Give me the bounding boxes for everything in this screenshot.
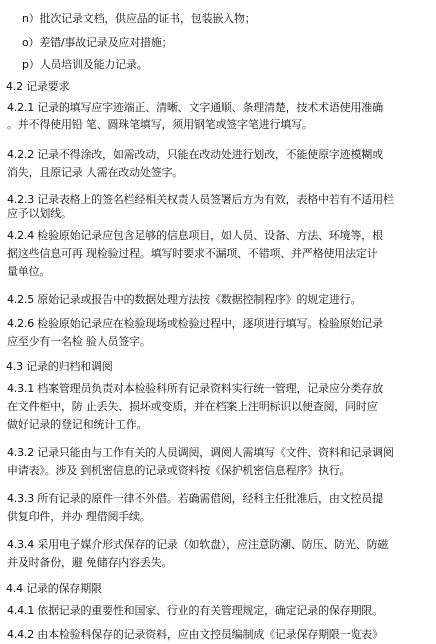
paragraph-line: 并及时备份，避 免储存内容丢失。 bbox=[7, 556, 173, 569]
list-item: n）批次记录文档，供应品的证书，包装嵌入物； bbox=[22, 12, 256, 25]
section-heading: 4.4 记录的保存期限 bbox=[6, 582, 102, 595]
section-heading: 4.2 记录要求 bbox=[6, 80, 70, 93]
paragraph-line: 4.3.4 采用电子媒介形式保存的记录（如软盘），应注意防潮、防压、防光、防磁 bbox=[7, 538, 389, 551]
paragraph-line: 消失，且原记录 人需在改动处签字。 bbox=[7, 166, 184, 179]
paragraph-line: 量单位。 bbox=[7, 265, 51, 278]
paragraph-line: 4.3.2 记录只能由与工作有关的人员调阅，调阅人需填写《文件、资料和记录调阅 bbox=[7, 446, 394, 459]
paragraph-line: 据这些信息可再 现检验过程。填写时要求不漏项、不错项、并严格使用法定计 bbox=[7, 247, 378, 260]
paragraph-line: 4.2.1 记录的填写应字迹端正、清晰、文字通顺、条理清楚，技术术语使用准确 bbox=[7, 101, 383, 114]
paragraph-line: 4.4.2 由本检验科保存的记录资料，应由文控员编制成《记录保存期限一览表》 bbox=[7, 628, 383, 641]
paragraph-line: 供复印件，并办 理借阅手续。 bbox=[7, 510, 151, 523]
paragraph-line: 在文件柜中，防 止丢失、损坏或变质，并在档案上注明标识以便查阅，同时应 bbox=[7, 400, 378, 413]
list-item: o）差错/事故记录及应对措施； bbox=[22, 36, 173, 49]
paragraph-line: 4.3.3 所有记录的原件一律不外借。若确需借阅，经科主任批准后，由文控员提 bbox=[7, 492, 383, 505]
paragraph-line: 4.2.5 原始记录或报告中的数据处理方法按《数据控制程序》的规定进行。 bbox=[7, 293, 362, 306]
paragraph-line: 。并不得使用铅 笔、圆珠笔填写，须用钢笔或签字笔进行填写。 bbox=[7, 118, 313, 131]
list-item: p）人员培训及能力记录。 bbox=[22, 58, 148, 71]
paragraph-line: 应至少有一名检 验人员签字。 bbox=[7, 335, 151, 348]
paragraph-line: 应予以划线。 bbox=[7, 207, 72, 220]
paragraph-line: 4.4.1 依据记录的重要性和国家、行业的有关管理规定，确定记录的保存期限。 bbox=[7, 604, 383, 617]
paragraph-line: 4.2.3 记录表格上的签名栏经相关权责人员签署后方为有效，表格中若有不适用栏 bbox=[7, 193, 394, 206]
paragraph-line: 4.2.2 记录不得涂改，如需改动，只能在改动处进行划改，不能使原字迹模糊或 bbox=[7, 148, 383, 161]
paragraph-line: 4.2.4 检验原始记录应包含足够的信息项目，如人员、设备、方法、环境等，根 bbox=[7, 229, 383, 242]
paragraph-line: 做好记录的登记和统计工作。 bbox=[7, 418, 148, 431]
paragraph-line: 4.3.1 档案管理员负责对本检验科所有记录资料实行统一管理，记录应分类存放 bbox=[7, 382, 383, 395]
paragraph-line: 申请表》。涉及 到机密信息的记录或资料按《保护机密信息程序》执行。 bbox=[7, 464, 351, 477]
section-heading: 4.3 记录的归档和调阅 bbox=[6, 360, 113, 373]
paragraph-line: 4.2.6 检验原始记录应在检验现场或检验过程中，逐项进行填写。检验原始记录 bbox=[7, 317, 383, 330]
